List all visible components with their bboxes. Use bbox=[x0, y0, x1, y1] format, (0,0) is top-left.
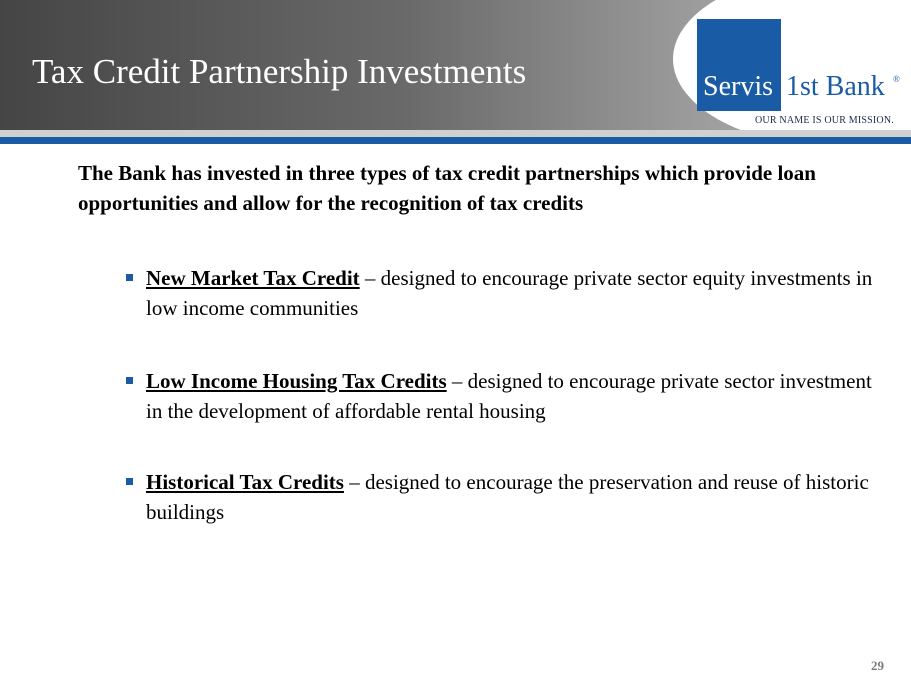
logo-first-bank-text: 1st Bank bbox=[786, 71, 885, 102]
logo-tagline: OUR NAME IS OUR MISSION. bbox=[755, 115, 894, 126]
bullet-text bbox=[146, 467, 886, 527]
square-bullet-icon bbox=[126, 377, 133, 384]
header-divider-gray bbox=[0, 130, 911, 137]
bullet-term: New Market Tax Credit bbox=[146, 266, 360, 290]
page-number: 29 bbox=[871, 658, 884, 673]
bullet-text bbox=[146, 366, 886, 426]
logo-servis-text: Servis bbox=[703, 71, 773, 102]
square-bullet-icon bbox=[126, 478, 133, 485]
header-divider-blue bbox=[0, 137, 911, 144]
bullet-description: – designed to encourage private sector equity investments in low income communities bbox=[146, 266, 873, 320]
bullet-description: – designed to encourage the preservation and reuse of historic buildings bbox=[146, 470, 869, 524]
page-title: Tax Credit Partnership Investments bbox=[32, 52, 527, 91]
bullet-text bbox=[146, 263, 886, 323]
logo-registered-mark: ® bbox=[893, 74, 900, 84]
bullet-term: Historical Tax Credits bbox=[146, 470, 344, 494]
square-bullet-icon bbox=[126, 274, 133, 281]
intro-paragraph: The Bank has invested in three types of tax credit partnerships which provide loan opportunities and allow for the recognition of tax credits bbox=[78, 161, 816, 215]
bullet-term: Low Income Housing Tax Credits bbox=[146, 369, 447, 393]
bullet-description: – designed to encourage private sector investment in the development of affordable rental housing bbox=[146, 369, 872, 423]
